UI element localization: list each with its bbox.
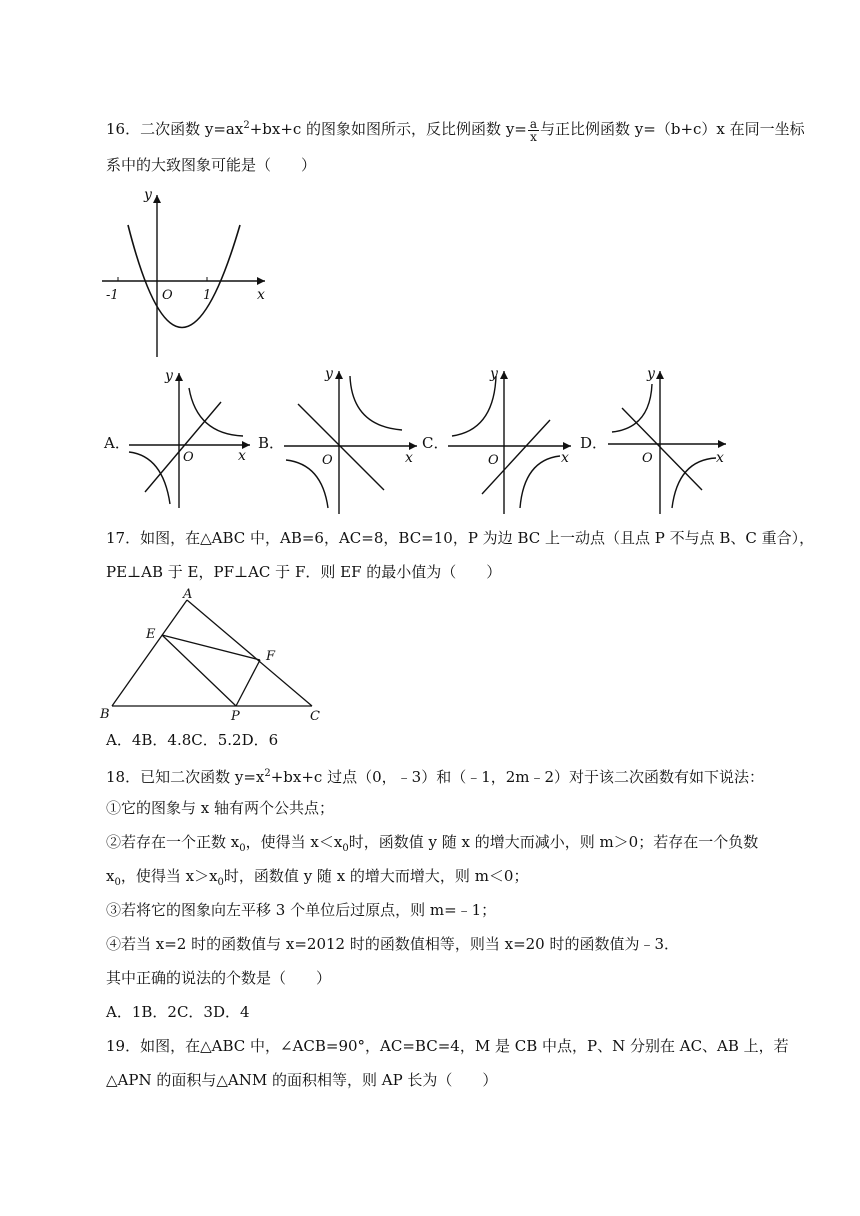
- q18-line1: 18．已知二次函数 $y=x^2+bx+c$ 过点（0，﹣3）和（﹣1，2m﹣2）对于该二次函数有如下说法：: [106, 768, 765, 786]
- svg-text:B: B: [100, 707, 110, 722]
- tick-label-neg-one: -1: [106, 288, 119, 303]
- q18-statement-1: ①它的图象与 x 轴有两个公共点；: [106, 799, 334, 817]
- svg-text:y: y: [647, 366, 655, 382]
- axis-label-x: x: [257, 287, 265, 303]
- q18-statement-2-cont: $x_0$，使得当 $x>x_0$时，函数值 y 随 x 的增大而增大，则 m＜0；: [106, 867, 529, 888]
- svg-text:y: y: [165, 368, 173, 384]
- svg-text:y: y: [325, 366, 333, 382]
- svg-text:O: O: [183, 450, 194, 465]
- svg-text:x: x: [561, 450, 569, 466]
- axis-label-y: y: [144, 187, 152, 203]
- option-c-graph: [446, 366, 576, 514]
- q19-line2: △APN 的面积与△ANM 的面积相等，则 AP 长为（ ）: [106, 1071, 498, 1089]
- q18-statement-3: ③若将它的图象向左平移 3 个单位后过原点，则 m=﹣1；: [106, 901, 497, 919]
- svg-text:O: O: [488, 453, 499, 468]
- tick-label-one: 1: [203, 288, 212, 303]
- option-a-label: A．: [104, 434, 130, 452]
- q18-statement-2: ②若存在一个正数 $x_0$，使得当 $x<x_0$时，函数值 y 随 x 的增大而减小，则 m＞0；若存在一个负数: [106, 833, 759, 854]
- svg-text:E: E: [146, 627, 156, 642]
- svg-text:x: x: [716, 450, 724, 466]
- svg-text:y: y: [490, 366, 498, 382]
- svg-text:C: C: [310, 709, 320, 724]
- option-d-label: D．: [580, 434, 608, 452]
- q17-line1: 17．如图，在△ABC 中，AB=6，AC=8，BC=10，P 为边 BC 上一动点（且点 P 不与点 B、C 重合），: [106, 529, 815, 547]
- q18-question: 其中正确的说法的个数是（ ）: [106, 969, 332, 987]
- q16-line2: 系中的大致图象可能是（ ）: [106, 156, 317, 174]
- svg-text:F: F: [266, 649, 276, 664]
- q16-parabola-graph: [100, 185, 275, 360]
- svg-text:x: x: [405, 450, 413, 466]
- option-c-label: C．: [422, 434, 449, 452]
- q18-statement-4: ④若当 x=2 时的函数值与 x=2012 时的函数值相等，则当 x=20 时的函数值为﹣3．: [106, 935, 680, 953]
- svg-text:x: x: [238, 448, 246, 464]
- svg-text:O: O: [322, 453, 333, 468]
- svg-text:P: P: [231, 709, 240, 724]
- q16-line1: 16．二次函数 $y=ax^2+bx+c$ 的图象如图所示，反比例函数 y= $\frac{a}{x}$ 与正比例函数 y=（b+c）x 在同一坐标: [106, 116, 805, 144]
- origin-label: O: [162, 288, 173, 303]
- option-d-graph: [606, 366, 732, 514]
- q17-line2: PE⊥AB 于 E，PF⊥AC 于 F．则 EF 的最小值为（ ）: [106, 563, 502, 581]
- q17-answers: A．4B．4.8C．5.2D．6: [106, 731, 279, 749]
- q19-line1: 19．如图，在△ABC 中，∠ACB=90°，AC=BC=4，M 是 CB 中点，P、N 分别在 AC、AB 上，若: [106, 1037, 789, 1055]
- option-b-label: B．: [258, 434, 285, 452]
- svg-text:O: O: [642, 451, 653, 466]
- svg-text:A: A: [183, 587, 193, 602]
- q17-triangle-figure: [96, 586, 336, 724]
- q18-answers: A．1B．2C．3D．4: [106, 1003, 250, 1021]
- option-a-graph: [125, 368, 255, 508]
- option-b-graph: [282, 366, 422, 514]
- fraction-a-over-x: $\frac{a}{x}$: [529, 116, 538, 144]
